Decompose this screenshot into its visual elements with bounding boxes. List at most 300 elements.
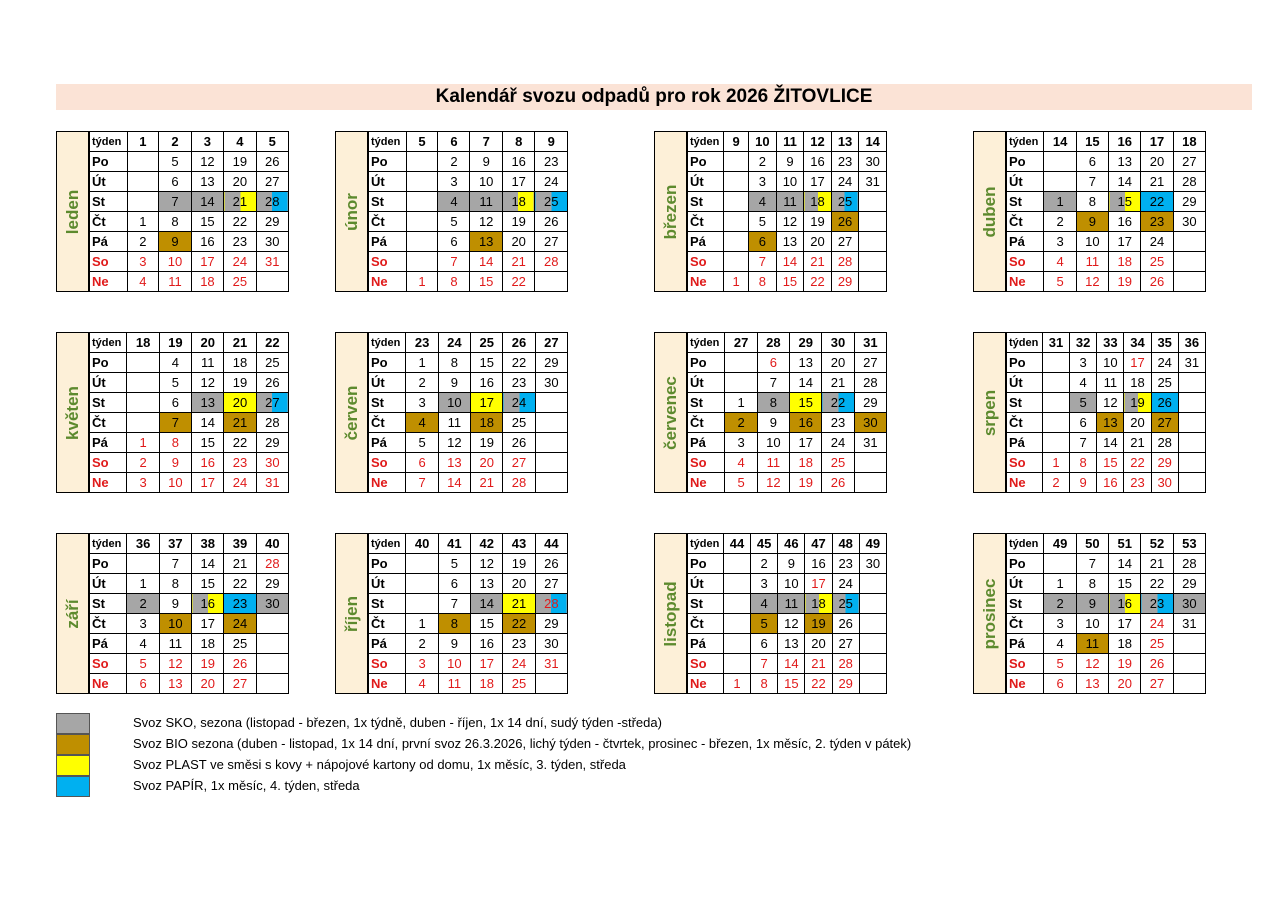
day-cell: 5	[159, 373, 191, 393]
day-cell: 19	[1124, 393, 1151, 413]
day-cell: 18	[192, 634, 224, 654]
day-cell	[406, 554, 438, 574]
day-cell: 1	[406, 272, 438, 292]
week-number: 49	[859, 534, 886, 554]
day-label: Ne	[1007, 674, 1044, 694]
day-cell: 26	[832, 614, 859, 634]
week-number: 9	[535, 132, 568, 152]
day-cell: 16	[1097, 473, 1124, 493]
week-number: 39	[224, 534, 256, 554]
day-cell	[256, 654, 288, 674]
day-label: Út	[1007, 172, 1044, 192]
day-cell	[859, 594, 886, 614]
day-cell: 9	[438, 634, 470, 654]
day-label: St	[90, 393, 127, 413]
week-number: 13	[831, 132, 859, 152]
day-cell: 26	[503, 433, 535, 453]
day-label: Ne	[90, 473, 127, 493]
day-cell: 10	[438, 654, 470, 674]
day-cell	[724, 212, 749, 232]
day-cell: 9	[1076, 212, 1108, 232]
day-cell: 16	[1109, 594, 1141, 614]
day-cell	[406, 252, 438, 272]
day-cell: 5	[725, 473, 757, 493]
day-cell: 7	[438, 594, 470, 614]
day-label: Po	[1007, 353, 1043, 373]
week-number: 53	[1173, 534, 1205, 554]
day-label: Út	[90, 574, 127, 594]
day-cell: 12	[438, 433, 470, 453]
month-7	[973, 332, 1206, 493]
day-cell: 5	[406, 433, 438, 453]
day-cell: 22	[503, 353, 535, 373]
day-cell: 9	[159, 594, 191, 614]
day-cell: 10	[776, 172, 804, 192]
day-cell: 11	[1097, 373, 1124, 393]
day-cell: 20	[1109, 674, 1141, 694]
month-label	[56, 332, 89, 493]
month-name: duben	[979, 186, 999, 237]
day-cell: 29	[1173, 574, 1205, 594]
month-10	[654, 533, 887, 694]
day-cell: 20	[1141, 152, 1173, 172]
day-cell: 15	[470, 272, 503, 292]
day-cell: 1	[127, 433, 159, 453]
month-label	[335, 131, 368, 292]
day-cell	[724, 172, 749, 192]
week-number: 30	[822, 333, 854, 353]
day-label: Po	[369, 152, 407, 172]
day-cell: 23	[831, 152, 859, 172]
day-cell: 12	[159, 654, 191, 674]
day-cell: 4	[406, 674, 438, 694]
day-cell: 29	[256, 433, 288, 453]
day-cell: 11	[159, 272, 191, 292]
day-cell: 4	[749, 192, 777, 212]
day-cell: 29	[854, 393, 886, 413]
day-cell: 17	[1109, 614, 1141, 634]
month-name: březen	[660, 184, 680, 239]
day-cell: 26	[535, 212, 568, 232]
day-cell: 2	[1042, 473, 1069, 493]
day-cell: 21	[502, 252, 535, 272]
day-cell: 31	[256, 473, 288, 493]
week-number: 18	[1173, 132, 1205, 152]
day-cell: 7	[1070, 433, 1097, 453]
day-cell	[723, 634, 750, 654]
day-cell: 6	[1044, 674, 1076, 694]
day-cell: 2	[438, 152, 470, 172]
day-label: Po	[369, 554, 406, 574]
day-cell: 9	[159, 232, 191, 252]
week-header-label: týden	[369, 132, 407, 152]
day-cell: 30	[1151, 473, 1178, 493]
day-cell	[256, 674, 288, 694]
month-table	[687, 332, 887, 493]
week-number: 14	[859, 132, 887, 152]
day-cell: 3	[725, 433, 757, 453]
day-cell: 16	[192, 594, 224, 614]
week-number: 29	[790, 333, 822, 353]
day-label: St	[369, 393, 406, 413]
day-label: Pá	[688, 433, 725, 453]
day-cell: 27	[832, 634, 859, 654]
day-cell: 16	[804, 152, 832, 172]
day-cell: 26	[1141, 654, 1173, 674]
week-number: 18	[127, 333, 159, 353]
day-label: Čt	[90, 212, 128, 232]
day-label: Pá	[90, 232, 128, 252]
month-label	[335, 332, 368, 493]
day-cell	[535, 272, 568, 292]
day-cell: 20	[804, 232, 832, 252]
day-cell	[724, 192, 749, 212]
day-cell: 30	[256, 594, 288, 614]
day-cell: 9	[1076, 594, 1108, 614]
day-cell: 1	[406, 614, 438, 634]
day-cell: 7	[406, 473, 438, 493]
day-label: Út	[688, 172, 724, 192]
day-cell: 30	[854, 413, 886, 433]
day-cell: 25	[535, 192, 568, 212]
week-number: 20	[192, 333, 224, 353]
day-cell: 12	[470, 212, 503, 232]
week-number: 32	[1070, 333, 1097, 353]
day-label: Po	[369, 353, 406, 373]
day-cell: 25	[831, 192, 859, 212]
day-label: Čt	[1007, 212, 1044, 232]
day-cell: 20	[1124, 413, 1151, 433]
day-cell: 27	[535, 574, 567, 594]
week-number: 40	[406, 534, 438, 554]
week-number: 27	[535, 333, 567, 353]
week-number: 10	[749, 132, 777, 152]
day-label: Pá	[369, 232, 407, 252]
week-header-label: týden	[369, 534, 406, 554]
day-cell	[1042, 353, 1069, 373]
day-cell: 13	[778, 634, 805, 654]
day-cell: 30	[256, 453, 288, 473]
day-cell	[859, 212, 887, 232]
day-cell: 23	[224, 594, 256, 614]
day-cell: 28	[535, 252, 568, 272]
day-cell: 15	[776, 272, 804, 292]
day-cell	[725, 373, 757, 393]
day-cell	[127, 373, 159, 393]
day-label: So	[688, 654, 724, 674]
week-number: 6	[438, 132, 470, 152]
month-table	[1006, 131, 1206, 292]
month-name: listopad	[660, 580, 680, 647]
day-cell: 24	[224, 614, 256, 634]
week-number: 45	[751, 534, 778, 554]
day-label: So	[90, 453, 127, 473]
day-cell: 20	[192, 674, 224, 694]
week-header-label: týden	[1007, 534, 1044, 554]
day-cell: 19	[224, 152, 256, 172]
week-number: 49	[1044, 534, 1076, 554]
day-label: So	[369, 453, 406, 473]
day-label: Út	[90, 172, 128, 192]
day-cell	[1042, 433, 1069, 453]
day-cell: 4	[1044, 634, 1076, 654]
day-cell: 22	[224, 212, 256, 232]
day-cell: 17	[1109, 232, 1141, 252]
day-cell: 14	[471, 594, 503, 614]
day-label: Čt	[688, 212, 724, 232]
month-table	[368, 131, 568, 292]
day-cell	[535, 473, 567, 493]
week-number: 52	[1141, 534, 1173, 554]
month-label	[654, 533, 687, 694]
day-cell: 27	[256, 172, 288, 192]
day-cell: 22	[822, 393, 854, 413]
day-cell: 2	[127, 594, 159, 614]
day-cell: 21	[471, 473, 503, 493]
day-cell	[406, 212, 438, 232]
legend-swatch	[56, 713, 90, 734]
day-cell: 12	[192, 373, 224, 393]
day-label: So	[369, 252, 407, 272]
day-cell: 19	[192, 654, 224, 674]
day-cell: 21	[224, 192, 256, 212]
day-cell: 13	[191, 172, 223, 192]
day-cell: 27	[535, 232, 568, 252]
month-3	[973, 131, 1206, 292]
week-number: 40	[256, 534, 288, 554]
day-cell: 5	[1070, 393, 1097, 413]
day-cell: 26	[535, 554, 567, 574]
day-cell	[1173, 252, 1205, 272]
day-label: Út	[1007, 373, 1043, 393]
day-cell: 18	[471, 413, 503, 433]
week-number: 42	[471, 534, 503, 554]
month-label	[654, 131, 687, 292]
day-cell: 4	[438, 192, 470, 212]
day-cell: 7	[1076, 554, 1108, 574]
day-label: Pá	[1007, 433, 1043, 453]
day-cell: 3	[406, 393, 438, 413]
month-name: prosinec	[979, 578, 999, 649]
week-header-label: týden	[1007, 132, 1044, 152]
day-cell: 1	[725, 393, 757, 413]
day-label: St	[90, 192, 128, 212]
day-label: Ne	[369, 674, 406, 694]
day-label: Pá	[1007, 232, 1044, 252]
day-label: Út	[369, 373, 406, 393]
day-cell: 2	[751, 554, 778, 574]
day-cell: 11	[1076, 252, 1108, 272]
day-label: Pá	[369, 433, 406, 453]
day-cell: 28	[256, 192, 288, 212]
day-cell: 26	[256, 152, 288, 172]
day-cell: 19	[224, 373, 256, 393]
day-cell: 29	[1151, 453, 1178, 473]
day-cell	[535, 453, 567, 473]
day-cell: 15	[192, 574, 224, 594]
day-cell	[1178, 373, 1205, 393]
day-cell: 9	[1070, 473, 1097, 493]
day-cell: 23	[224, 453, 256, 473]
legend-swatch	[56, 734, 90, 755]
day-cell: 21	[805, 654, 832, 674]
day-cell: 4	[725, 453, 757, 473]
day-cell	[1173, 232, 1205, 252]
day-cell: 11	[438, 674, 470, 694]
day-cell: 10	[1076, 614, 1108, 634]
day-cell: 7	[751, 654, 778, 674]
day-cell: 8	[438, 272, 470, 292]
week-number: 36	[127, 534, 159, 554]
day-cell: 22	[1124, 453, 1151, 473]
day-label: So	[369, 654, 406, 674]
day-cell: 9	[470, 152, 503, 172]
day-cell: 23	[822, 413, 854, 433]
week-number: 5	[256, 132, 288, 152]
day-cell: 3	[751, 574, 778, 594]
day-cell: 25	[224, 272, 256, 292]
day-cell: 16	[471, 373, 503, 393]
day-cell: 17	[1124, 353, 1151, 373]
day-label: St	[688, 393, 725, 413]
month-name: říjen	[341, 595, 361, 632]
day-cell: 3	[1070, 353, 1097, 373]
day-label: Čt	[1007, 614, 1044, 634]
week-number: 50	[1076, 534, 1108, 554]
day-cell	[406, 192, 438, 212]
week-header-label: týden	[369, 333, 406, 353]
day-cell: 19	[502, 212, 535, 232]
day-cell: 20	[471, 453, 503, 473]
day-cell: 17	[192, 473, 224, 493]
day-cell: 3	[749, 172, 777, 192]
day-cell: 28	[831, 252, 859, 272]
day-cell: 19	[1109, 272, 1141, 292]
day-cell: 20	[224, 172, 256, 192]
day-cell: 18	[471, 674, 503, 694]
day-cell: 23	[832, 554, 859, 574]
day-cell: 14	[1109, 554, 1141, 574]
legend-text: Svoz BIO sezona (duben - listopad, 1x 14 dní, první svoz 26.3.2026, lichý týden - čtvrtek, prosinec - březen, 1x měsíc, 2. týden v pátek)	[133, 736, 912, 751]
week-number: 5	[406, 132, 438, 152]
day-label: Út	[90, 373, 127, 393]
day-cell: 13	[776, 232, 804, 252]
day-cell: 20	[503, 574, 535, 594]
day-label: Pá	[369, 634, 406, 654]
day-label: St	[1007, 192, 1044, 212]
month-label	[973, 332, 1006, 493]
day-label: Po	[90, 554, 127, 574]
day-cell: 15	[790, 393, 822, 413]
day-cell: 26	[256, 373, 288, 393]
day-label: St	[688, 192, 724, 212]
day-cell: 29	[1173, 192, 1205, 212]
day-cell: 4	[751, 594, 778, 614]
day-label: So	[688, 453, 725, 473]
day-cell	[859, 232, 887, 252]
day-label: Ne	[688, 674, 724, 694]
day-cell: 15	[471, 614, 503, 634]
day-cell: 8	[1076, 574, 1108, 594]
day-cell: 21	[224, 413, 256, 433]
day-cell: 9	[757, 413, 789, 433]
week-number: 7	[470, 132, 503, 152]
day-label: Po	[688, 554, 724, 574]
day-cell: 27	[503, 453, 535, 473]
day-cell: 24	[503, 654, 535, 674]
day-cell: 10	[159, 252, 191, 272]
day-cell: 30	[535, 634, 567, 654]
month-table	[89, 533, 289, 694]
day-cell: 23	[1141, 594, 1173, 614]
day-cell: 16	[805, 554, 832, 574]
day-cell: 1	[724, 272, 749, 292]
day-label: Ne	[90, 674, 127, 694]
day-cell: 25	[1141, 634, 1173, 654]
month-name: červenec	[660, 375, 680, 450]
day-cell: 7	[159, 192, 191, 212]
month-label	[973, 533, 1006, 694]
day-cell: 6	[127, 674, 159, 694]
day-cell: 5	[159, 152, 191, 172]
month-label	[56, 131, 89, 292]
month-name: září	[62, 598, 82, 629]
day-label: So	[1007, 654, 1044, 674]
month-name: červen	[341, 385, 361, 440]
day-cell: 30	[256, 232, 288, 252]
day-cell: 14	[776, 252, 804, 272]
day-cell: 11	[159, 634, 191, 654]
day-label: St	[1007, 393, 1043, 413]
day-cell	[1042, 393, 1069, 413]
day-cell: 10	[1076, 232, 1108, 252]
day-cell	[1044, 152, 1076, 172]
week-number: 48	[832, 534, 859, 554]
day-cell: 13	[470, 232, 503, 252]
day-cell	[723, 574, 750, 594]
day-cell: 17	[471, 393, 503, 413]
day-cell: 16	[192, 453, 224, 473]
month-table	[368, 332, 568, 493]
day-cell: 15	[1097, 453, 1124, 473]
week-number: 44	[535, 534, 567, 554]
day-cell	[1178, 393, 1205, 413]
day-cell: 12	[776, 212, 804, 232]
day-label: St	[688, 594, 724, 614]
day-cell: 25	[503, 674, 535, 694]
day-cell: 17	[805, 574, 832, 594]
day-cell: 12	[471, 554, 503, 574]
day-cell: 29	[535, 353, 567, 373]
week-header-label: týden	[90, 132, 128, 152]
day-cell: 17	[790, 433, 822, 453]
day-cell: 3	[127, 473, 159, 493]
week-number: 26	[503, 333, 535, 353]
month-0	[56, 131, 289, 292]
day-cell: 17	[471, 654, 503, 674]
day-label: Ne	[369, 473, 406, 493]
day-label: So	[1007, 252, 1044, 272]
day-cell: 23	[503, 634, 535, 654]
day-cell	[535, 433, 567, 453]
day-cell: 8	[159, 212, 191, 232]
month-1	[335, 131, 568, 292]
day-cell: 23	[1141, 212, 1173, 232]
day-cell: 24	[224, 473, 256, 493]
day-cell	[1178, 473, 1205, 493]
day-label: Ne	[369, 272, 407, 292]
day-cell: 5	[127, 654, 159, 674]
